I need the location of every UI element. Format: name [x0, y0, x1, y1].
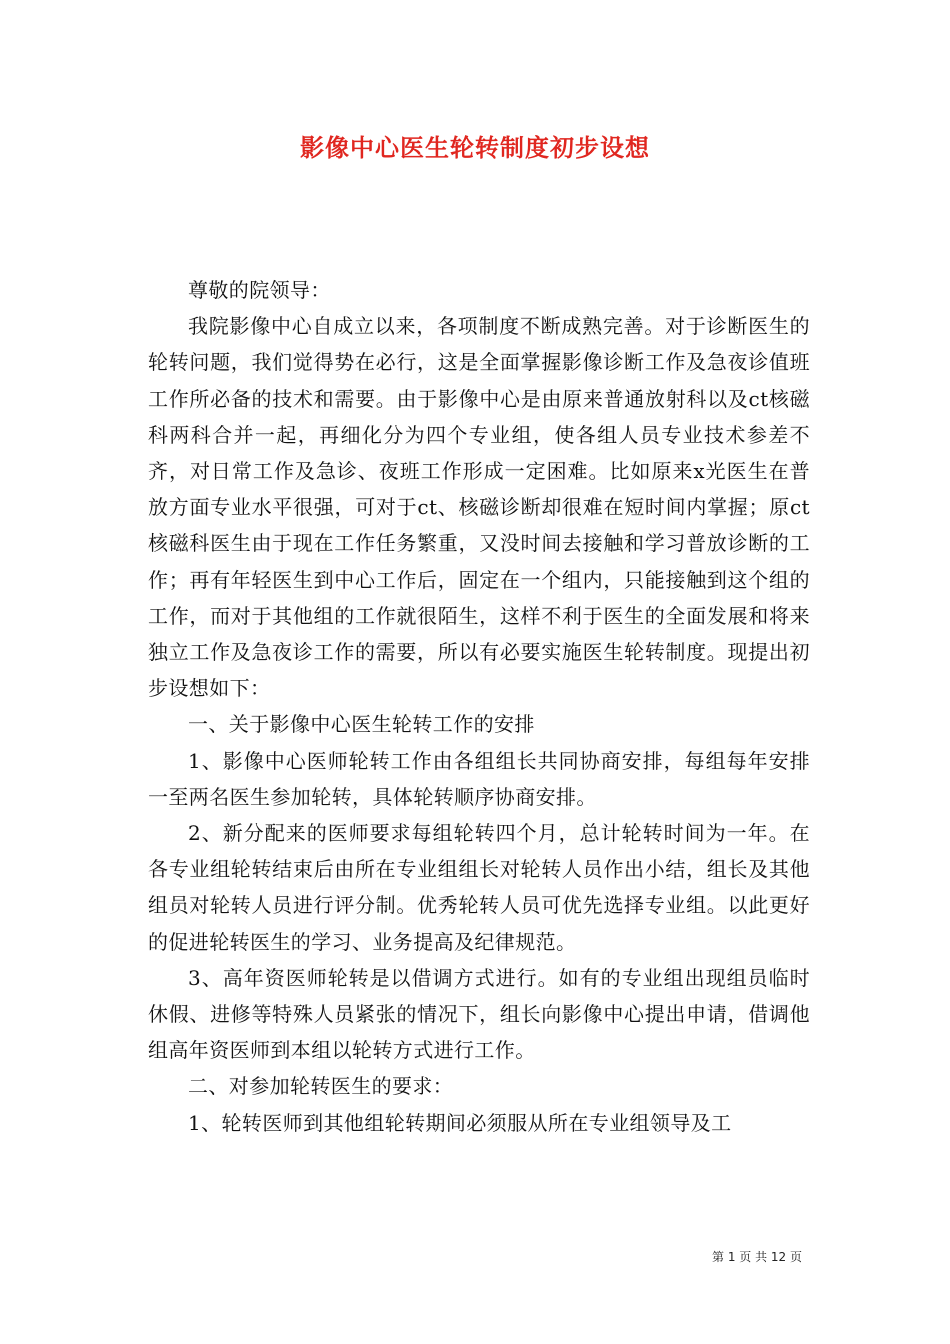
section-1-item-3: 3、高年资医师轮转是以借调方式进行。如有的专业组出现组员临时休假、进修等特殊人员紧张的情况下，组长向影像中心提出申请，借调他组高年资医师到本组以轮转方式进行工作。 — [148, 965, 810, 1063]
salutation: 尊敬的院领导： — [188, 278, 331, 302]
page-number-footer: 第 1 页 共 12 页 — [712, 1250, 802, 1264]
section-1-item-2: 2、新分配来的医师要求每组轮转四个月，总计轮转时间为一年。在各专业组轮转结束后由所在专业组组长对轮转人员作出小结，组长及其他组员对轮转人员进行评分制。优秀轮转人员可优先选择专业组。以此更好的促进轮转医生的学习、业务提高及纪律规范。 — [148, 821, 810, 954]
section-1-item-1: 1、影像中心医师轮转工作由各组组长共同协商安排，每组每年安排一至两名医生参加轮转，具体轮转顺序协商安排。 — [148, 748, 810, 809]
intro-paragraph: 我院影像中心自成立以来，各项制度不断成熟完善。对于诊断医生的轮转问题，我们觉得势在必行，这是全面掌握影像诊断工作及急夜诊值班工作所必备的技术和需要。由于影像中心是由原来普通放射科以及ct核磁科两科合并一起，再细化分为四个专业组，使各组人员专业技术参差不齐，对日常工作及急诊、夜班工作形成一定困难。比如原来x光医生在普放方面专业水平很强，可对于ct、核磁诊断却很难在短时间内掌握；原ct核磁科医生由于现在工作任务繁重，又没时间去接触和学习普放诊断的工作；再有年轻医生到中心工作后，固定在一个组内，只能接触到这个组的工作，而对于其他组的工作就很陌生，这样不利于医生的全面发展和将来独立工作及急夜诊工作的需要，所以有必要实施医生轮转制度。现提出初步设想如下： — [148, 314, 810, 701]
document-body — [148, 272, 810, 1141]
section-heading-2: 二、对参加轮转医生的要求： — [188, 1074, 454, 1099]
section-2-item-1: 1、轮转医师到其他组轮转期间必须服从所在专业组领导及工 — [188, 1110, 732, 1135]
section-heading-1: 一、关于影像中心医生轮转工作的安排 — [188, 712, 535, 737]
document-title: 影像中心医生轮转制度初步设想 — [300, 134, 650, 162]
